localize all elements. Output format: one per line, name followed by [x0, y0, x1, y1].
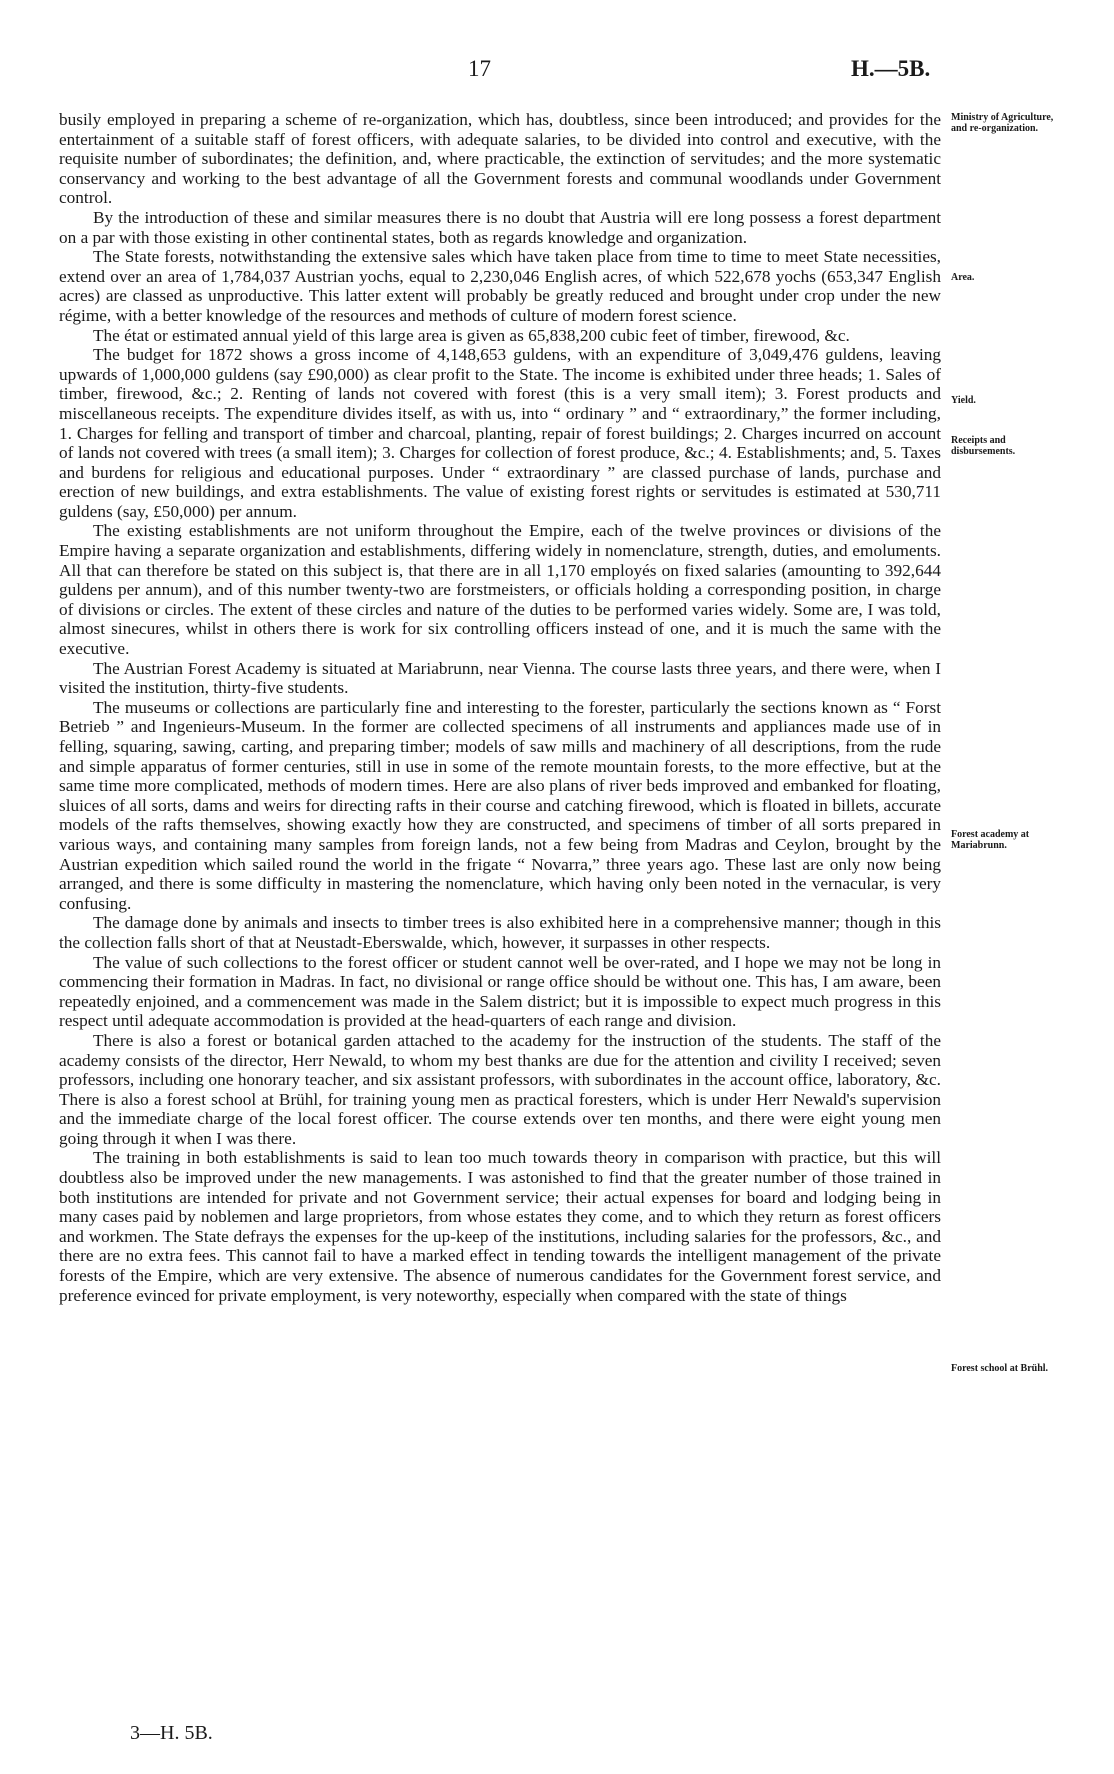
body-text — [59, 110, 941, 1305]
paragraph: The museums or collections are particularly fine and interesting to the forester, particularly the sections known as “ Forst Betrieb ” and Ingenieurs-Museum. In the former are collected specimens of all instruments and appliances made use of in felling, squaring, sawing, carting, and preparing timber; models of saw mills and machinery of all descriptions, from the rude and simple apparatus of former centuries, still in use in some of the remote mountain forests, to the more effective, but at the same time more complicated, methods of modern times. Here are also plans of river beds improved and embanked for floating, sluices of all sorts, dams and weirs for directing rafts in their course and catching firewood, which is floated in billets, accurate models of the rafts themselves, showing exactly how they are constructed, and specimens of timber of all sorts prepared in various ways, and containing many samples from foreign lands, not a few being from Madras and Ceylon, brought by the Austrian expedition which sailed round the world in the frigate “ Novarra,” three years ago. These last are only now being arranged, and there is some difficulty in mastering the nomenclature, which having only been noted in the vernacular, is very confusing. — [59, 697, 941, 913]
paragraph: The Austrian Forest Academy is situated at Mariabrunn, near Vienna. The course lasts three years, and there were, when I visited the institution, thirty-five students. — [59, 658, 941, 698]
paragraph: The damage done by animals and insects to timber trees is also exhibited here in a comprehensive manner; though in this the collection falls short of that at Neustadt-Eberswalde, which, however, it surpasses in other respects. — [59, 913, 941, 952]
paragraph: There is also a forest or botanical garden attached to the academy for the instruction of the students. The staff of the academy consists of the director, Herr Newald, to whom my best thanks are due for the attention and civility I received; seven professors, including one honorary teacher, and six assistant professors, with subordinates in the account office, laboratory, &c. There is also a forest school at Brühl, for training young men as practical foresters, which is under Herr Newald's supervision and the immediate charge of the local forest officer. The course extends over ten months, and there were eight young men going through it when I was there. — [59, 1030, 941, 1148]
paragraph: The value of such collections to the forest officer or student cannot well be over-rated, and I hope we may not be long in commencing their formation in Madras. In fact, no divisional or range office should be without one. This has, I am aware, been repeatedly enjoined, and a commencement was made in the Salem district; but it is impossible to expect much progress in this respect until adequate accommodation is provided at the head-quarters of each range and division. — [59, 952, 941, 1031]
margin-note-receipts: Receipts and disbursements. — [951, 435, 1016, 457]
margin-note-area: Area. — [951, 272, 975, 283]
paragraph: The State forests, notwithstanding the extensive sales which have taken place from time to time to meet State necessities, extend over an area of 1,784,037 Austrian yochs, equal to 2,230,046 English acres, of which 522,678 yochs (653,347 English acres) are classed as unproductive. This latter extent will probably be greatly reduced and brought under crop under the new régime, with a better knowledge of the resources and methods of culture of modern forest science. — [59, 247, 941, 325]
paragraph: The budget for 1872 shows a gross income of 4,148,653 guldens, with an expenditure of 3,049,476 guldens, leaving upwards of 1,000,000 guldens (say £90,000) as clear profit to the State. The income is exhibited under three heads; 1. Sales of timber, firewood, &c.; 2. Renting of lands not covered with forest (this is a very small item); 3. Forest products and miscellaneous receipts. The expenditure divides itself, as with us, into “ ordinary ” and “ extraordinary,” the former including, 1. Charges for felling and transport of timber and charcoal, planting, repair of forest buildings; 2. Charges incurred on account of lands not covered with trees (a small item); 3. Charges for collection of forest produce, &c.; 4. Establishments; and, 5. Taxes and burdens for religious and educational purposes. Under “ extraordinary ” are classed purchase of lands, purchase and erection of new buildings, and extra establishments. The value of existing forest rights or servitudes is estimated at 530,711 guldens (say, £50,000) per annum. — [59, 345, 941, 521]
page-header — [0, 56, 1114, 96]
paragraph: The existing establishments are not uniform throughout the Empire, each of the twelve provinces or divisions of the Empire having a separate organization and establishments, differing widely in nomenclature, strength, duties, and emoluments. All that can therefore be stated on this subject is, that there are in all 1,170 employés on fixed salaries (amounting to 392,644 guldens per annum), and of this number twenty-two are forstmeisters, or officials holding a corresponding position, in charge of divisions or circles. The extent of these circles and nature of the duties to be performed varies widely. Some are, I was told, almost sinecures, whilst in others there is work for six controlling officers instead of one, and it is much the same with the executive. — [59, 521, 941, 659]
paragraph: By the introduction of these and similar measures there is no doubt that Austria will ere long possess a forest department on a par with those existing in other continental states, both as regards knowledge and organization. — [59, 207, 941, 247]
footer-signature: 3—H. 5B. — [130, 1722, 213, 1744]
margin-note-ministry: Ministry of Agriculture, and re-organization. — [951, 112, 1054, 134]
margin-note-yield: Yield. — [951, 395, 976, 406]
paragraph: The état or estimated annual yield of this large area is given as 65,838,200 cubic feet of timber, firewood, &c. — [93, 325, 850, 345]
page-number: 17 — [468, 56, 491, 81]
margin-note-forest-academy: Forest academy at Mariabrunn. — [951, 829, 1030, 851]
margin-note-forest-school: Forest school at Brühl. — [951, 1363, 1049, 1374]
paragraph: busily employed in preparing a scheme of re-organization, which has, doubtless, since been introduced; and provides for the entertainment of a suitable staff of forest officers, with adequate salaries, to be divided into control and executive, with the requisite number of subordinates; the definition, and, where practicable, the extinction of servitudes; and the more systematic conservancy and working to the best advantage of all the Government forests and communal woodlands under Government control. — [59, 110, 941, 208]
paragraph: The training in both establishments is said to lean too much towards theory in comparison with practice, but this will doubtless also be improved under the new managements. I was astonished to find that the greater number of those trained in both institutions are intended for private and not Government service; their actual expenses for board and lodging being in many cases paid by noblemen and large proprietors, from whose estates they come, and to which they return as forest officers and workmen. The State defrays the expenses for the up-keep of the institutions, including salaries for the professors, &c., and there are no extra fees. This cannot fail to have a marked effect in tending towards the intelligent management of the private forests of the Empire, which are very extensive. The absence of numerous candidates for the Government forest service, and preference evinced for private employment, is very noteworthy, especially when compared with the state of things — [59, 1148, 941, 1305]
document-reference: H.—5B. — [851, 56, 931, 81]
